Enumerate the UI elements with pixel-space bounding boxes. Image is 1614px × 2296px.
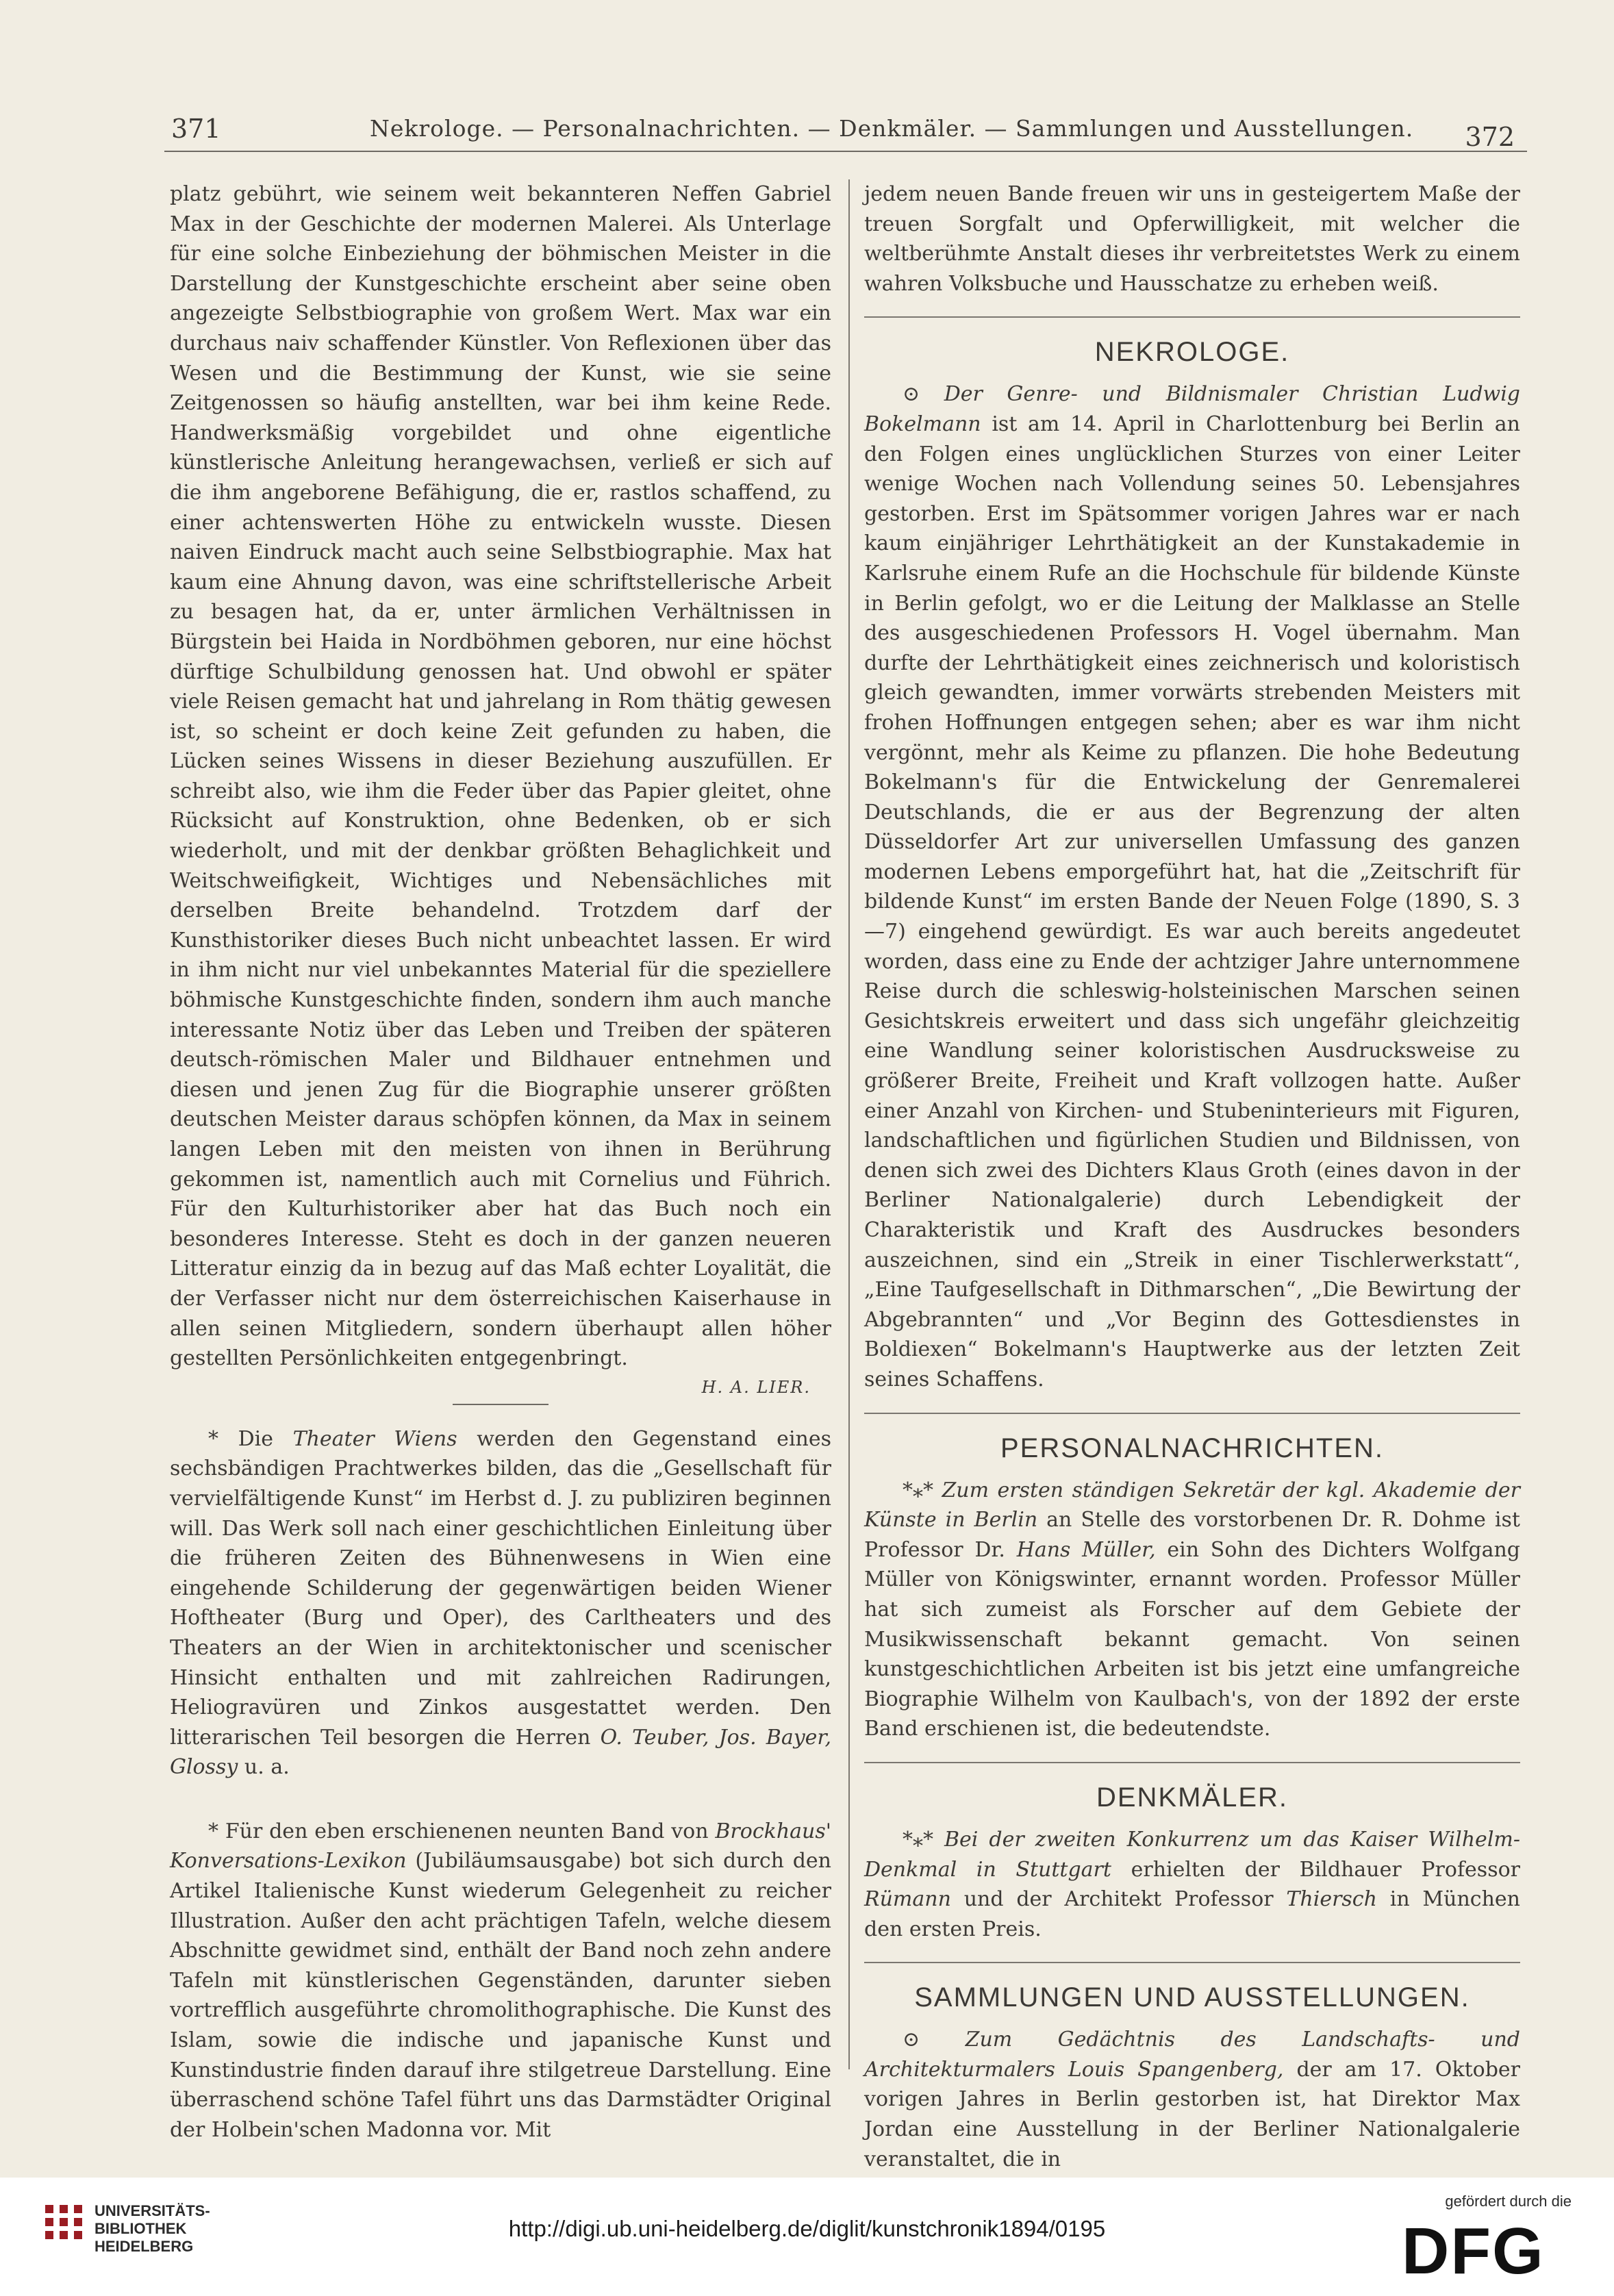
sun-symbol-icon: ⊙ bbox=[903, 382, 920, 407]
denkmal-entry: *⁎* Bei der zweiten Konkurrenz um das Kaiser Wilhelm-Denkmal in Stuttgart erhielten der Bildhauer Professor Rümann und der Architekt Professor Thiersch in München den ersten Preis. bbox=[864, 1827, 1520, 1941]
digitization-footer bbox=[0, 2178, 1614, 2296]
library-name: UNIVERSITÄTS- BIBLIOTHEK HEIDELBERG bbox=[94, 2202, 210, 2255]
running-header bbox=[164, 110, 1527, 152]
sun-symbol-icon: ⊙ bbox=[903, 2028, 920, 2052]
section-rule bbox=[864, 1762, 1520, 1763]
nekrolog-entry: ⊙ Der Genre- und Bildnismaler Christian Ludwig Bokelmann ist am 14. April in Charlottenburg bei Berlin an den Folgen eines unglücklichen Sturzes von einer Leiter wenige Wochen nach Vollendung seines 50. Lebensjahres gestorben. Erst im Spätsommer vorigen Jahres war er nach kaum einjähriger Lehrthätigkeit an der Kunstakademie in Karlsruhe einem Rufe an die Hochschule für bildende Künste in Berlin gefolgt, wo er die Leitung der Malklasse an Stelle des ausgeschiedenen Professors H. Vogel übernahm. Man durfte der Lehrthätigkeit eines zeichnerisch und koloristisch gleich gewandten, immer vorwärts strebenden Meisters mit frohen Hoffnungen entgegen sehen; aber es war ihm nicht vergönnt, mehr als Keime zu pflanzen. Die hohe Bedeutung Bokelmann's für die Entwickelung der Genremalerei Deutschlands, die er aus der Begrenzung der alten Düsseldorfer Art zur universellen Umfassung des ganzen modernen Lebens emporgeführt hat, hat die „Zeitschrift für bildende Kunst“ im ersten Bande der Neuen Folge (1890, S. 3—7) eingehend gewürdigt. Es war auch bereits angedeutet worden, dass eine zu Ende der achtziger Jahre unternommene Reise durch die schleswig-holsteinischen Marschen seinen Gesichtskreis erweitert und dass sich ungefähr gleichzeitig eine Wandlung seiner koloristischen Ausdrucksweise zu größerer Breite, Freiheit und Kraft vollzogen hatte. Außer einer Anzahl von Kirchen- und Stubeninterieurs mit Figuren, landschaftlichen und figürlichen Studien und Bildnissen, von denen sich zwei des Dichters Klaus Groth (eines davon in der Berliner Nationalgalerie) durch Lebendigkeit der Charakteristik und Kraft des Ausdruckes besonders auszeichnen, sind ein „Streik in einer Tischlerwerkstatt“, „Eine Taufgesellschaft in Dithmarschen“, „Die Bewirtung der Abgebrannten“ und „Vor Beginn des Gottesdienstes in Boldiexen“ Bokelmann's Hauptwerke aus der letzten Zeit seines Schaffens. bbox=[864, 382, 1520, 1391]
source-url-link[interactable]: http://digi.ub.uni-heidelberg.de/diglit/kunstchronik1894/0195 bbox=[508, 2216, 1106, 2241]
theater-notice: * Die Theater Wiens werden den Gegenstand eines sechsbändigen Prachtwerkes bilden, das die „Gesellschaft für vervielfältigende Kunst“ im Herbst d. J. zu publiziren beginnen will. Das Werk soll nach einer geschichtlichen Einleitung über die früheren Zeiten des Bühnenwesens in Wien eine eingehende Schilderung der gegenwärtigen beiden Wiener Hoftheater (Burg und Oper), des Carltheaters und des Theaters an der Wien in architektonischer und scenischer Hinsicht enthalten und mit zahlreichen Radirungen, Heliogravüren und Zinkos ausgestattet werden. Den litterarischen Teil besorgen die Herren O. Teuber, Jos. Bayer, Glossy u. a. bbox=[170, 1426, 832, 1780]
section-title-personalnachrichten: PERSONALNACHRICHTEN. bbox=[1000, 1433, 1385, 1463]
right-column bbox=[864, 179, 1520, 2174]
page-number-right: 372 bbox=[1465, 122, 1515, 152]
review-paragraph: platz gebührt, wie seinem weit bekannteren Neffen Gabriel Max in der Geschichte der modernen Malerei. Als Unterlage für eine solche Einbeziehung der böhmischen Meister in die Darstellung der Kunstgeschichte erscheint aber seine oben angezeigte Selbstbiographie von großem Wert. Max war ein durchaus naiv schaffender Künstler. Von Reflexionen über das Wesen und die Bestimmung der Kunst, wie sie seine Zeitgenossen so häufig anstellten, war bei ihm keine Rede. Handwerksmäßig vorgebildet und ohne eigentliche künstlerische Anleitung herangewachsen, verließ er sich auf die ihm angeborene Befähigung, die er, rastlos schaffend, zu einer achtenswerten Höhe zu entwickeln wusste. Diesen naiven Eindruck macht auch seine Selbstbiographie. Max hat kaum eine Ahnung davon, was eine schriftstellerische Arbeit zu besagen hat, da er, unter ärmlichen Verhältnissen in Bürgstein bei Haida in Nordböhmen geboren, nur eine höchst dürftige Schulbildung genossen hat. Und obwohl er später viele Reisen gemacht hat und jahrelang in Rom thätig gewesen ist, so scheint er doch keine Zeit gefunden zu haben, die Lücken seines Wissens in dieser Beziehung auszufüllen. Er schreibt also, wie ihm die Feder über das Papier gleitet, ohne Rücksicht auf Konstruktion, ohne Bedenken, ob er sich wiederholt, und mit der denkbar größten Behaglichkeit und Weitschweifigkeit, Wichtiges und Nebensächliches mit derselben Breite behandelnd. Trotzdem darf der Kunsthistoriker dieses Buch nicht unbeachtet lassen. Er wird in ihm nicht nur viel unbekanntes Material für die speziellere böhmische Kunstgeschichte finden, sondern ihm auch manche interessante Notiz über das Leben und Treiben der späteren deutsch-römischen Maler und Bildhauer entnehmen und diesen und jenen Zug für die Biographie unserer größten deutschen Meister daraus schöpfen können, da Max in seinem langen Leben mit den meisten von ihnen in Berührung gekommen ist, namentlich auch mit Cornelius und Führich. Für den Kulturhistoriker aber hat das Buch noch ein besonderes Interesse. Steht es doch in der ganzen neueren Litteratur einzig da in bezug auf das Maß echter Loyalität, die der Verfasser nicht nur dem österreichischen Kaiserhause in allen seinen Mitgliedern, sondern überhaupt allen höher gestellten Persönlichkeiten entgegenbringt. bbox=[170, 182, 831, 1371]
running-title: Nekrologe. — Personalnachrichten. — Denkmäler. — Sammlungen und Ausstellungen. bbox=[370, 115, 1414, 142]
section-title-nekrologe: NEKROLOGE. bbox=[1094, 337, 1290, 368]
brockhaus-title: Brockhaus' Konversations-Lexikon bbox=[170, 1819, 831, 1874]
brockhaus-notice: * Für den eben erschienenen neunten Band von Brockhaus' Konversations-Lexikon (Jubiläumsausgabe) bot sich durch den Artikel Italienische Kunst wiederum Gelegenheit zu reicher Illustration. Außer den acht prächtigen Tafeln, welche diesem Abschnitte gewidmet sind, enthält der Band noch zehn andere Tafeln mit künstlerischen Gegenständen, darunter sieben vortrefflich ausgeführte chromolithographische. Die Kunst des Islam, sowie die indische und japanische Kunst und Kunstindustrie finden darauf ihre stilgetreue Darstellung. Eine überraschend schöne Tafel führt uns das Darmstädter Original der Holbein'schen Madonna vor. Mit bbox=[170, 1819, 831, 2142]
short-divider bbox=[453, 1404, 548, 1405]
personal-entry: *⁎* Zum ersten ständigen Sekretär der kgl. Akademie der Künste in Berlin an Stelle des vorstorbenen Dr. R. Dohme ist Professor Dr. Hans Müller, ein Sohn des Dichters Wolfgang Müller von Königswinter, ernannt worden. Professor Müller hat sich zumeist als Forscher auf dem Gebiete der Musikwissenschaft bekannt gemacht. Von seinen kunstgeschichtlichen Arbeiten ist bis jetzt eine umfangreiche Biographie Wilhelm von Kaulbach's, von der 1892 der erste Band erschienen ist, die bedeutendste. bbox=[864, 1478, 1520, 1741]
funded-by-label: gefördert durch die bbox=[1445, 2193, 1572, 2210]
asterism-icon: *⁎* bbox=[903, 1478, 933, 1502]
sammlung-entry: ⊙ Zum Gedächtnis des Landschafts- und Architekturmalers Louis Spangenberg, der am 17. Oktober vorigen Jahres in Berlin gestorben ist, hat Direktor Max Jordan eine Ausstellung in der Berliner Nationalgalerie veranstaltet, die in bbox=[864, 2028, 1520, 2171]
asterism-icon: *⁎* bbox=[903, 1827, 933, 1852]
page-number-left: 371 bbox=[171, 114, 221, 144]
svg-text:DFG: DFG bbox=[1402, 2221, 1545, 2279]
dfg-logo-icon bbox=[1402, 2221, 1573, 2279]
author-signature: H. A. LIER. bbox=[701, 1377, 811, 1397]
section-rule bbox=[864, 316, 1520, 318]
left-column bbox=[170, 179, 831, 2145]
section-title-sammlungen: SAMMLUNGEN UND AUSSTELLUNGEN. bbox=[914, 1982, 1470, 2013]
section-rule bbox=[864, 1413, 1520, 1414]
theater-names: O. Teuber, Jos. Bayer, Glossy bbox=[170, 1725, 831, 1780]
spacer bbox=[170, 1782, 831, 1817]
column-divider bbox=[848, 179, 850, 2069]
theater-title: Theater Wiens bbox=[292, 1426, 457, 1451]
section-title-denkmaeler: DENKMÄLER. bbox=[1096, 1782, 1289, 1813]
brockhaus-continuation: jedem neuen Bande freuen wir uns in gesteigertem Maße der treuen Sorgfalt und Opferwilligkeit, mit welcher die weltberühmte Anstalt dieses ihr verbreitetstes Werk zu einem wahren Volksbuche und Hausschatze zu erheben weiß. bbox=[864, 182, 1520, 296]
section-rule bbox=[864, 1962, 1520, 1963]
